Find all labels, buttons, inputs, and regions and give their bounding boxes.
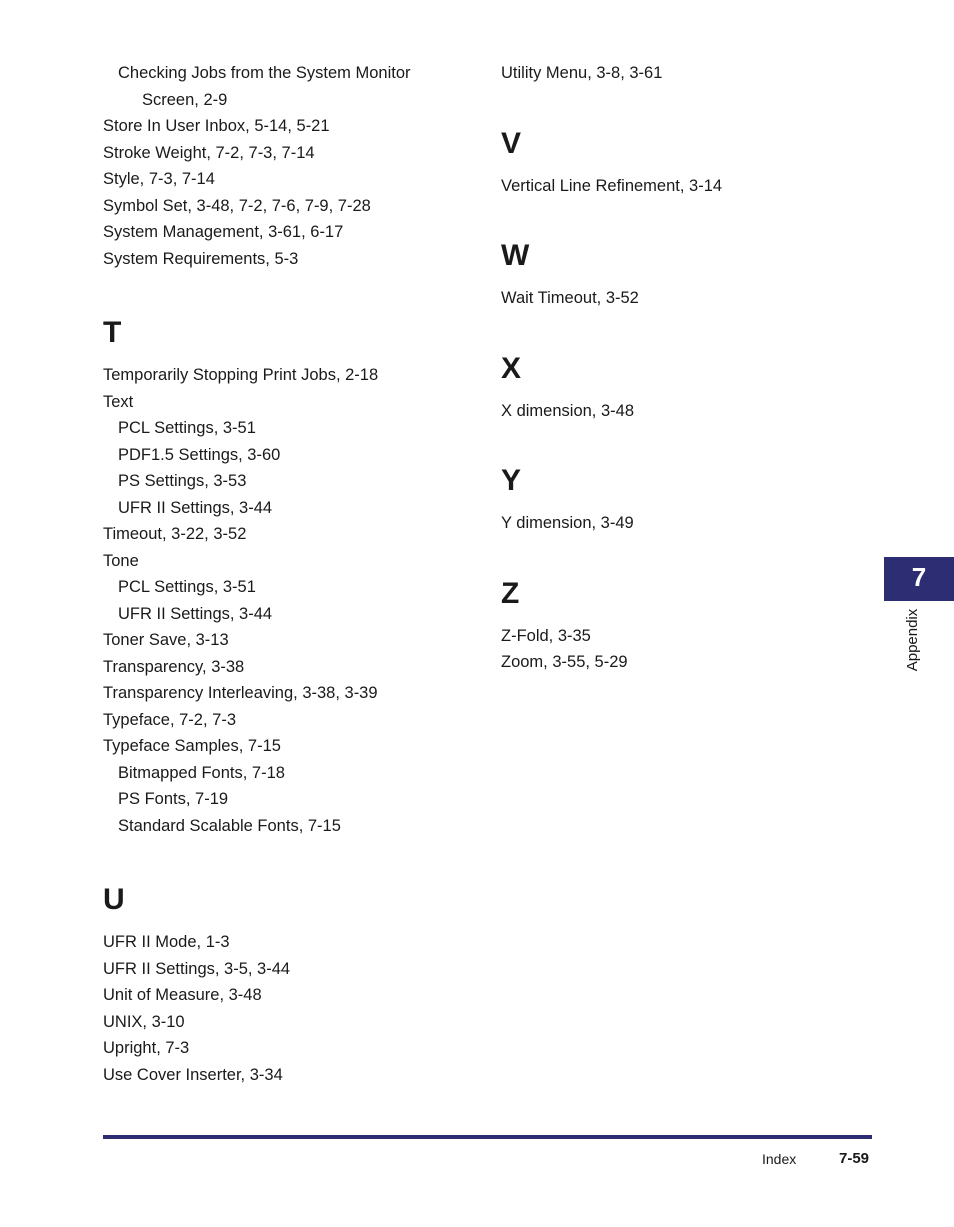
section-letter-x: X — [501, 351, 522, 385]
index-column-left — [103, 60, 463, 1088]
chapter-label: Appendix — [904, 608, 921, 672]
index-entry: Transparency, 3-38 — [103, 657, 245, 676]
index-entry: Timeout, 3-22, 3-52 — [103, 525, 247, 543]
section-letter-v: V — [501, 126, 522, 160]
chapter-tab — [884, 557, 954, 601]
index-entry: Wait Timeout, 3-52 — [501, 289, 639, 307]
index-column-right — [501, 60, 861, 676]
index-entry: Stroke Weight, 7-2, 7-3, 7-14 — [103, 143, 315, 162]
section-letter-w: W — [501, 239, 530, 272]
index-entry: Use Cover Inserter, 3-34 — [103, 1065, 283, 1084]
section-letter-z: Z — [501, 576, 520, 610]
index-entry: Store In User Inbox, 5-14, 5-21 — [103, 117, 330, 135]
index-entry: Style, 7-3, 7-14 — [103, 170, 215, 188]
index-entry: Unit of Measure, 3-48 — [103, 986, 262, 1004]
index-entry: Zoom, 3-55, 5-29 — [501, 653, 628, 671]
index-entry: Y dimension, 3-49 — [501, 514, 634, 532]
index-subentry: PS Settings, 3-53 — [118, 472, 247, 490]
index-entry-continuation: Screen, 2-9 — [142, 90, 228, 109]
index-entry: Utility Menu, 3-8, 3-61 — [501, 64, 663, 82]
index-entry: Typeface Samples, 7-15 — [103, 737, 281, 755]
index-subentry: Standard Scalable Fonts, 7-15 — [118, 816, 341, 835]
index-entry: Upright, 7-3 — [103, 1039, 190, 1057]
chapter-number: 7 — [911, 562, 927, 592]
index-subentry: Bitmapped Fonts, 7-18 — [118, 763, 285, 782]
index-subentry: Checking Jobs from the System Monitor — [118, 64, 411, 82]
index-entry: X dimension, 3-48 — [501, 401, 634, 420]
index-entry: Text — [103, 392, 134, 411]
index-subentry: PCL Settings, 3-51 — [118, 419, 256, 437]
index-entry: Temporarily Stopping Print Jobs, 2-18 — [103, 366, 379, 384]
index-entry: Toner Save, 3-13 — [103, 631, 229, 649]
index-entry: Tone — [103, 551, 139, 570]
index-subentry: PCL Settings, 3-51 — [118, 578, 256, 596]
index-entry: Symbol Set, 3-48, 7-2, 7-6, 7-9, 7-28 — [103, 196, 371, 215]
index-entry: UFR II Mode, 1-3 — [103, 933, 230, 951]
index-entry: System Management, 3-61, 6-17 — [103, 223, 344, 241]
index-subentry: UFR II Settings, 3-44 — [118, 498, 273, 517]
section-letter-y: Y — [501, 464, 522, 497]
index-entry: UFR II Settings, 3-5, 3-44 — [103, 959, 291, 978]
index-subentry: UFR II Settings, 3-44 — [118, 604, 273, 623]
index-subentry: PDF1.5 Settings, 3-60 — [118, 445, 281, 464]
footer-rule — [103, 1135, 872, 1139]
index-entry: Vertical Line Refinement, 3-14 — [501, 176, 723, 195]
index-subentry: PS Fonts, 7-19 — [118, 790, 229, 808]
index-entry: Transparency Interleaving, 3-38, 3-39 — [103, 684, 378, 702]
index-entry: UNIX, 3-10 — [103, 1012, 185, 1031]
section-letter-t: T — [103, 316, 122, 349]
footer-section-label: Index — [762, 1151, 797, 1167]
index-entry: Typeface, 7-2, 7-3 — [103, 710, 236, 729]
index-entry: Z-Fold, 3-35 — [501, 626, 591, 645]
section-letter-u: U — [103, 883, 125, 916]
index-entry: System Requirements, 5-3 — [103, 249, 299, 268]
page-number: 7-59 — [839, 1150, 870, 1167]
